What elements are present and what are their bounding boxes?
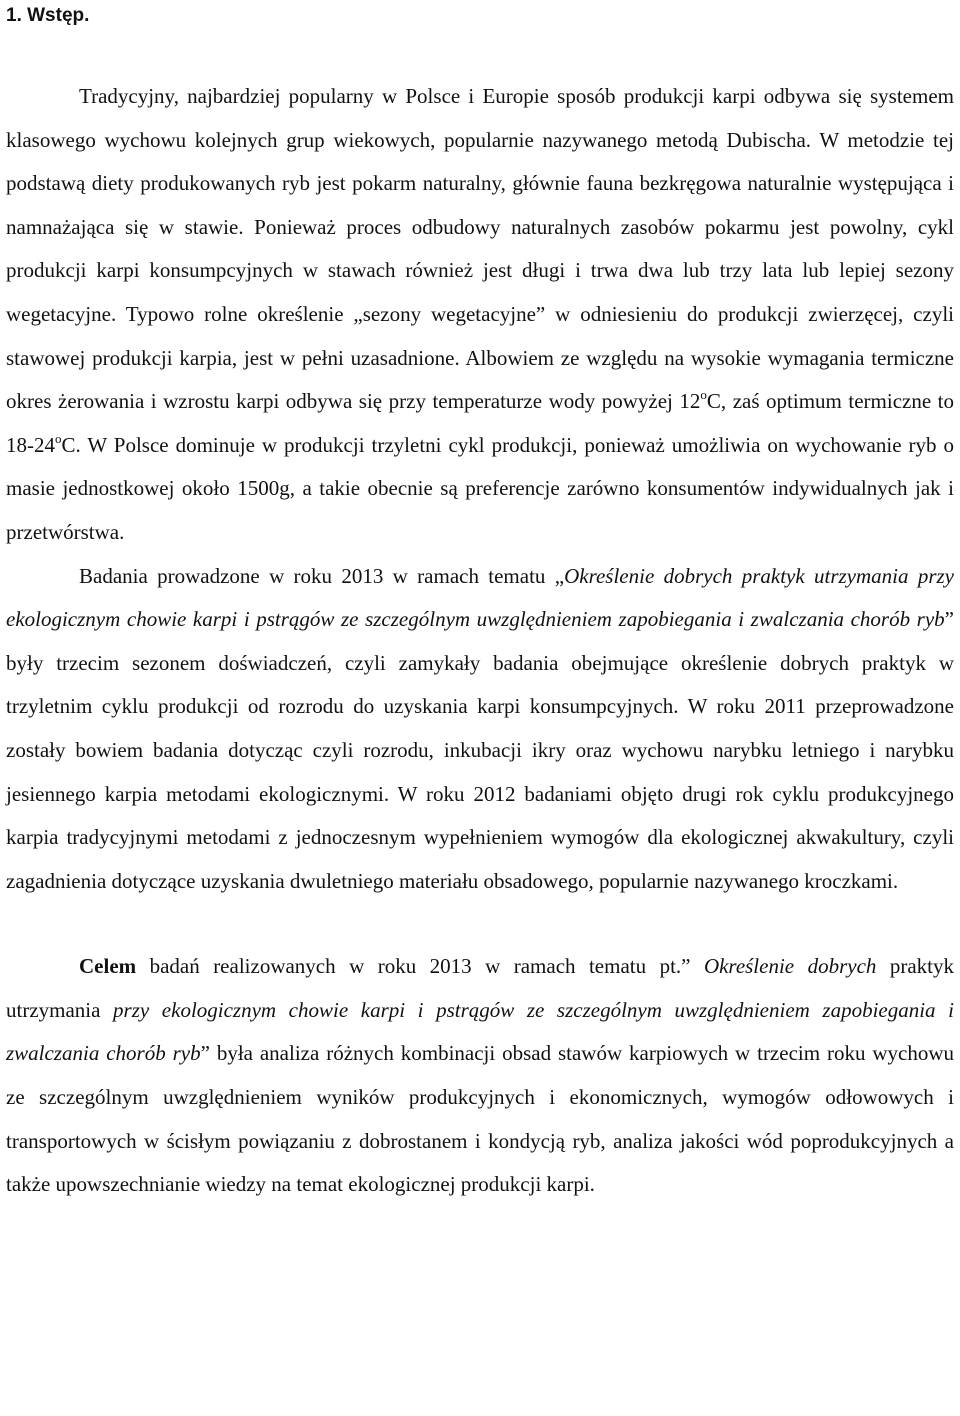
paragraph-text: ” była analiza różnych kombinacji obsad stawów karpiowych w trzecim roku wychowu ze szczególnym uwzględnieniem wyników produkcyjnych i ekonomicznych, wymogów odłowowych i transportowych w ścisłym powiązaniu z dobrostanem i kondycją ryb, analiza jakości wód poprodukcyjnych a także upowszechnianie wiedzy na temat ekologicznej produkcji karpi. (6, 1041, 954, 1197)
paragraph-text: Badania prowadzone w roku 2013 w ramach tematu „ (79, 563, 565, 588)
goal-label: Celem (79, 954, 137, 979)
paragraph-introduction (6, 75, 954, 555)
document-page (6, 0, 954, 1207)
degree-superscript: o (55, 430, 62, 446)
paragraph-text: C. W Polsce dominuje w produkcji trzyletni cykl produkcji, ponieważ umożliwia on wychowanie ryb o masie jednostkowej około 1500g, a takie obecnie są preferencje zarówno konsumentów indywidualnych jak i przetwórstwa. (6, 432, 954, 544)
paragraph-text: C, zaś optimum termiczne to 18-24 (6, 389, 954, 457)
paragraph-text: praktyk utrzymania (6, 954, 954, 1022)
section-heading: 1. Wstęp. (6, 5, 90, 26)
paragraph-research-goal (6, 945, 954, 1207)
paragraph-research-history (6, 555, 954, 904)
topic-title: przy ekologicznym chowie karpi i pstrągów ze szczególnym uwzględnieniem zapobiegania i zwalczania chorób ryb (6, 997, 954, 1066)
paragraph-text: Tradycyjny, najbardziej popularny w Polsce i Europie sposób produkcji karpi odbywa się systemem klasowego wychowu kolejnych grup wiekowych, popularnie nazywanego metodą Dubischa. W metodzie tej podstawą diety produkowanych ryb jest pokarm naturalny, głównie fauna bezkręgowa naturalnie występująca i namnażająca się w stawie. Ponieważ proces odbudowy naturalnych zasobów pokarmu jest powolny, cykl produkcji karpi konsumpcyjnych w stawach również jest długi i trwa dwa lub trzy lata lub lepiej sezony wegetacyjne. Typowo rolne określenie „sezony wegetacyjne” w odniesieniu do produkcji zwierzęcej, czyli stawowej produkcji karpia, jest w pełni uzasadnione. Albowiem ze względu na wysokie wymagania termiczne okres żerowania i wzrostu karpi odbywa się przy temperaturze wody powyżej 12 (6, 84, 954, 414)
topic-title: Określenie dobrych praktyk utrzymania przy ekologicznym chowie karpi i pstrągów ze szczególnym uwzględnieniem zapobiegania i zwalczania chorób ryb (6, 563, 954, 632)
paragraph-text: badań realizowanych w roku 2013 w ramach tematu pt.” (136, 954, 704, 979)
degree-superscript: o (700, 387, 707, 403)
paragraph-text: ” były trzecim sezonem doświadczeń, czyli zamykały badania obejmujące określenie dobrych praktyk w trzyletnim cyklu produkcji od rozrodu do uzyskania karpi konsumpcyjnych. W roku 2011 przeprowadzone zostały bowiem badania dotycząc czyli rozrodu, inkubacji ikry oraz wychowu narybku letniego i narybku jesiennego karpia metodami ekologicznymi. W roku 2012 badaniami objęto drugi rok cyklu produkcyjnego karpia tradycyjnymi metodami z jednoczesnym wypełnieniem wymogów dla ekologicznej akwakultury, czyli zagadnienia dotyczące uzyskania dwuletniego materiału obsadowego, popularnie nazywanego kroczkami. (6, 607, 954, 893)
topic-title: Określenie dobrych (703, 954, 877, 979)
